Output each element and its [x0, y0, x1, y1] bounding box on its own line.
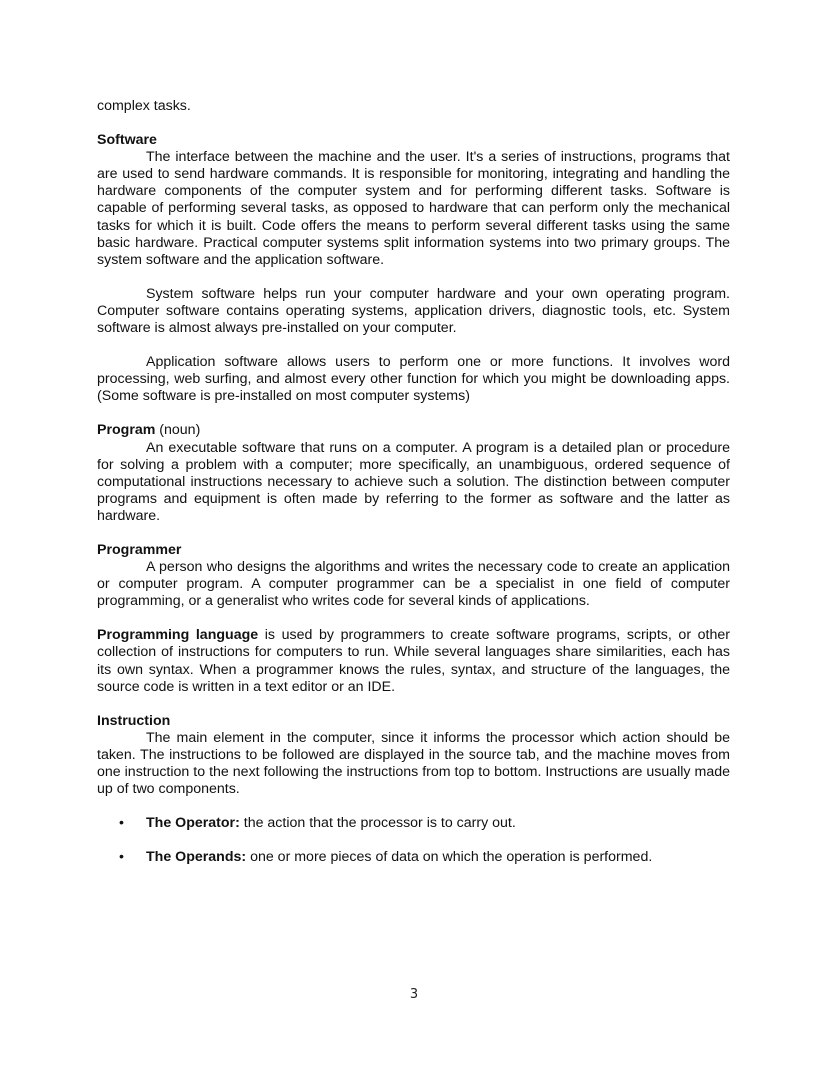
programming-language-paragraph — [97, 627, 730, 695]
operands-text: one or more pieces of data on which the operation is performed. — [246, 849, 653, 866]
spacer — [97, 115, 730, 132]
operands-term: The Operands: — [146, 849, 247, 866]
operator-term: The Operator: — [146, 815, 240, 832]
spacer — [97, 405, 730, 422]
heading-program — [97, 422, 730, 439]
bullet-icon: • — [119, 815, 124, 832]
spacer — [97, 269, 730, 286]
spacer — [97, 525, 730, 542]
spacer — [97, 610, 730, 627]
spacer — [97, 798, 730, 815]
programming-language-text: is used by programmers to create software programs, scripts, or other collection of instructions for computers to run. While several languages share similarities, each has its own syntax. When a programmer knows the rules, syntax, and structure of the languages, the source code is written in a text editor or an IDE. — [97, 627, 731, 695]
heading-program-suffix: (noun) — [155, 422, 201, 439]
instruction-components-list — [97, 815, 730, 866]
operator-text: the action that the processor is to carry out. — [239, 815, 516, 832]
instruction-paragraph: The main element in the computer, since it informs the processor which action should be taken. The instructions to be followed are displayed in the source tab, and the machine moves from one instruction to the next following the instructions from top to bottom. Instructions are usually made up of two components. — [97, 729, 730, 798]
spacer — [97, 337, 730, 354]
software-paragraph-3: Application software allows users to perform one or more functions. It involves word processing, web surfing, and almost every other function for which you might be downloading apps. (Some software is pre-installed on most computer systems) — [97, 354, 730, 405]
programming-language-term: Programming language — [97, 627, 259, 644]
heading-programmer: Programmer — [97, 541, 182, 558]
spacer — [97, 696, 730, 713]
list-item-operands — [97, 849, 730, 866]
software-paragraph-1: The interface between the machine and the user. It's a series of instructions, programs that are used to send hardware commands. It is responsible for monitoring, integrating and handling the hardware components of the computer system and for performing different tasks. Software is capable of performing several tasks, as opposed to hardware that can perform only the mechanical tasks for which it is built. Code offers the means to perform several different tasks using the same basic hardware. Practical computer systems split information systems into two primary groups. The system software and the application software. — [97, 149, 730, 268]
list-item-operator — [97, 815, 730, 832]
heading-instruction: Instruction — [97, 712, 171, 729]
page-number: 3 — [409, 987, 419, 1002]
heading-software: Software — [97, 132, 157, 149]
document-page — [97, 98, 730, 866]
software-paragraph-2: System software helps run your computer hardware and your own operating program. Computer software contains operating systems, application drivers, diagnostic tools, etc. System software is almost always pre-installed on your computer. — [97, 285, 730, 337]
programmer-paragraph: A person who designs the algorithms and writes the necessary code to create an application or computer program. A computer programmer can be a specialist in one field of computer programming, or a generalist who writes code for several kinds of applications. — [97, 559, 730, 610]
continuation-text: complex tasks. — [97, 98, 191, 114]
spacer — [97, 832, 730, 849]
program-paragraph: An executable software that runs on a computer. A program is a detailed plan or procedure for solving a problem with a computer; more specifically, an unambiguous, ordered sequence of computational instructions necessary to achieve such a solution. The distinction between computer programs and equipment is often made by referring to the former as software and the latter as hardware. — [97, 439, 730, 524]
bullet-icon: • — [119, 849, 124, 866]
heading-program-term: Program — [97, 422, 156, 439]
